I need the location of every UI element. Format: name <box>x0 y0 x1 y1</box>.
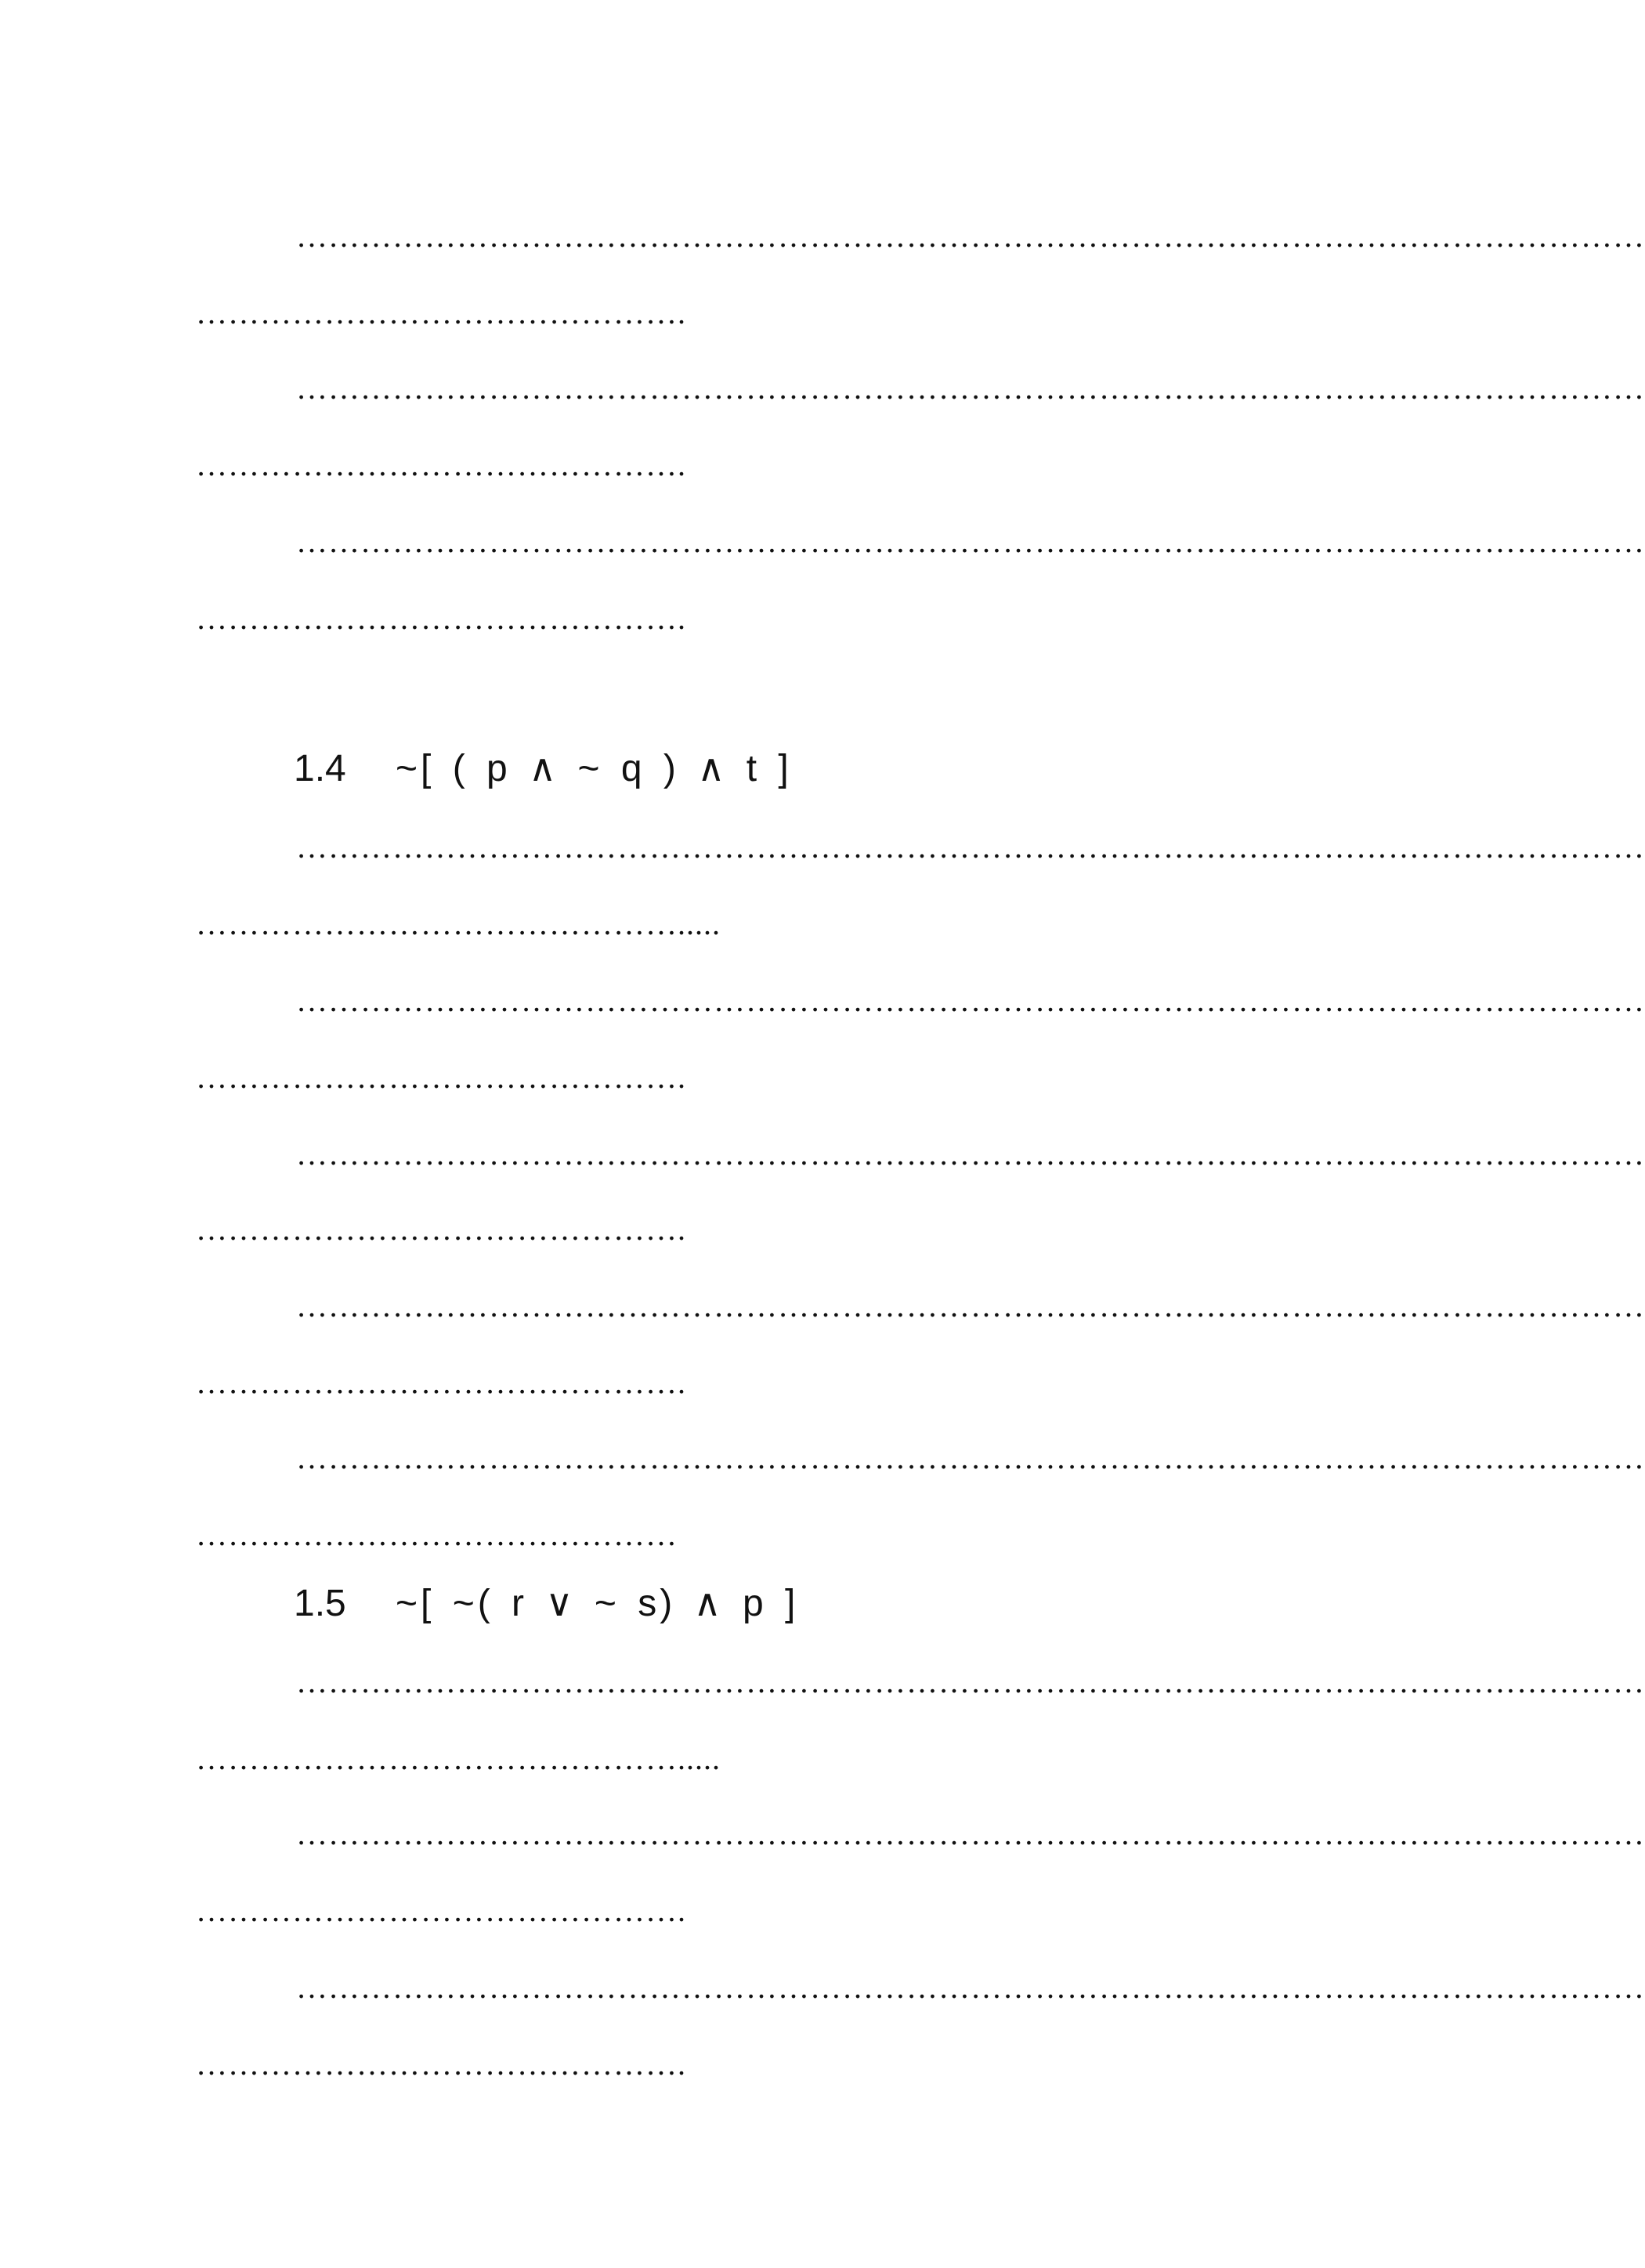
answer-line[interactable]: ………………………………………. <box>196 601 686 636</box>
answer-line[interactable]: ……………………………………………………………………………………………………………… <box>296 1440 1645 1475</box>
answer-line[interactable]: ……………………………………………………………………………………………………………… <box>296 218 1645 254</box>
answer-line[interactable]: ……………………………………………………………………………………………………………… <box>296 1136 1645 1172</box>
answer-line[interactable]: ………………………………………. <box>196 1893 686 1928</box>
answer-line[interactable]: ……………………………………………………………………………………………………………… <box>296 1970 1645 2005</box>
question-number: 1.5 <box>294 1583 346 1624</box>
answer-line[interactable]: ……………………………………………………………………………………………………………… <box>296 1664 1645 1699</box>
answer-line[interactable]: ………………………………………. <box>196 1365 686 1400</box>
answer-line[interactable]: ………………………………………. <box>196 1212 686 1247</box>
question-1-5 <box>294 1580 798 1627</box>
answer-line[interactable]: ……………………………………… <box>196 1517 678 1552</box>
answer-line[interactable]: ……………………………………………………………………………………………………………… <box>296 1288 1645 1324</box>
answer-line[interactable]: ……………………………………………………………………………………………………………… <box>296 983 1645 1018</box>
question-number: 1.4 <box>294 748 346 789</box>
question-expression: ~[ ( p ∧ ~ q ) ∧ t ] <box>396 748 792 789</box>
question-expression: ~[ ~( r ∨ ~ s) ∧ p ] <box>396 1583 799 1624</box>
answer-line[interactable]: ………………………………………..... <box>196 906 721 941</box>
answer-line[interactable]: ……………………………………………………………………………………………………………… <box>296 1816 1645 1851</box>
answer-line[interactable]: ………………………………………. <box>196 1060 686 1095</box>
answer-line[interactable]: ………………………………………..... <box>196 1741 721 1776</box>
answer-line[interactable]: ……………………………………………………………………………………………………………… <box>296 524 1645 559</box>
answer-line[interactable]: ……………………………………………………………………………………………………………… <box>296 829 1645 865</box>
answer-line[interactable]: ………………………………………. <box>196 295 686 330</box>
answer-line[interactable]: ………………………………………. <box>196 2046 686 2082</box>
answer-line[interactable]: ……………………………………………………………………………………………………………… <box>296 370 1645 406</box>
answer-line[interactable]: ………………………………………. <box>196 447 686 482</box>
question-1-4 <box>294 746 792 793</box>
